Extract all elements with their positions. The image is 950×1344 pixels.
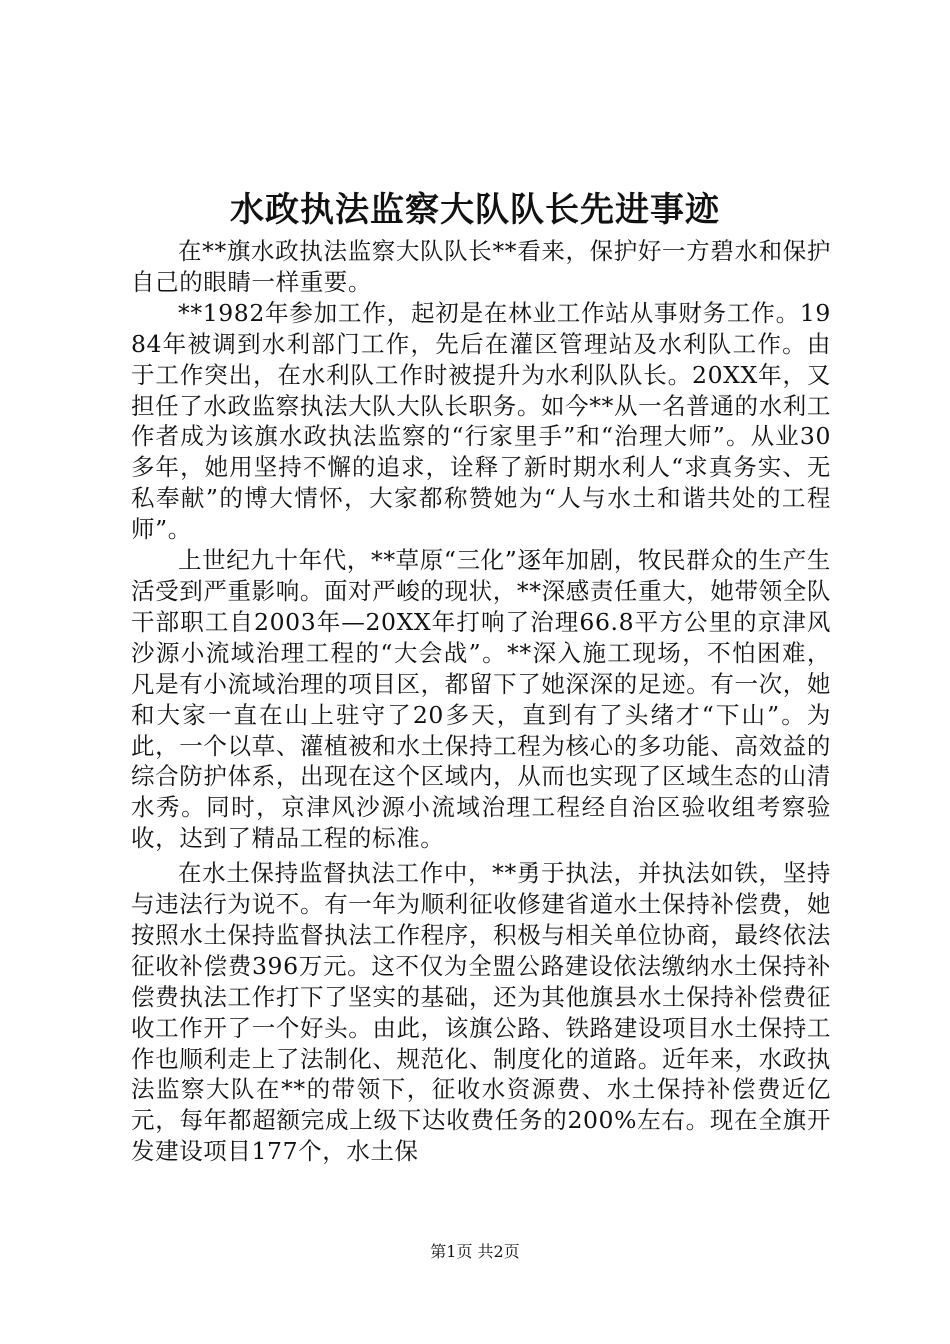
paragraph-law-enforcement: 在水土保持监督执法工作中，**勇于执法，并执法如铁，坚持与违法行为说不。有一年为顺利征收修建省道水土保持补偿费，她按照水土保持监督执法工作程序，积极与相关单位协商，最终依法征收补偿费396万元。这不仅为全盟公路建设依法缴纳水土保持补偿费执法工作打下了坚实的基础，还为其他旗县水土保持补偿费征收工作开了一个好头。由此，该旗公路、铁路建设项目水土保持工作也顺利走上了法制化、规范化、制度化的道路。近年来，水政执法监察大队在**的带领下，征收水资源费、水土保持补偿费近亿元，每年都超额完成上级下达收费任务的200%左右。现在全旗开发建设项目177个，水土保 <box>131 859 831 1166</box>
document-body <box>131 236 831 1167</box>
paragraph-sand-control: 上世纪九十年代，**草原“三化”逐年加剧，牧民群众的生产生活受到严重影响。面对严峻的现状，**深感责任重大，她带领全队干部职工自2003年—20XX年打响了治理66.8平方公里的京津风沙源小流域治理工程的“大会战”。**深入施工现场，不怕困难，凡是有小流域治理的项目区，都留下了她深深的足迹。有一次，她和大家一直在山上驻守了20多天，直到有了头绪才“下山”。为此，一个以草、灌植被和水土保持工程为核心的多功能、高效益的综合防护体系，出现在这个区域内，从而也实现了区域生态的山清水秀。同时，京津风沙源小流域治理工程经自治区验收组考察验收，达到了精品工程的标准。 <box>131 546 831 853</box>
paragraph-career: **1982年参加工作，起初是在林业工作站从事财务工作。1984年被调到水利部门工作，先后在灌区管理站及水利队工作。由于工作突出，在水利队工作时被提升为水利队队长。20XX年，又担任了水政监察执法大队大队长职务。如今**从一名普通的水利工作者成为该旗水政执法监察的“行家里手”和“治理大师”。从业30多年，她用坚持不懈的追求，诠释了新时期水利人“求真务实、无私奉献”的博大情怀，大家都称赞她为“人与水土和谐共处的工程师”。 <box>131 298 831 544</box>
paragraph-intro: 在**旗水政执法监察大队队长**看来，保护好一方碧水和保护自己的眼睛一样重要。 <box>131 237 831 296</box>
page-footer: 第1页 共2页 <box>430 1242 520 1261</box>
document-title: 水政执法监察大队队长先进事迹 <box>230 190 720 230</box>
